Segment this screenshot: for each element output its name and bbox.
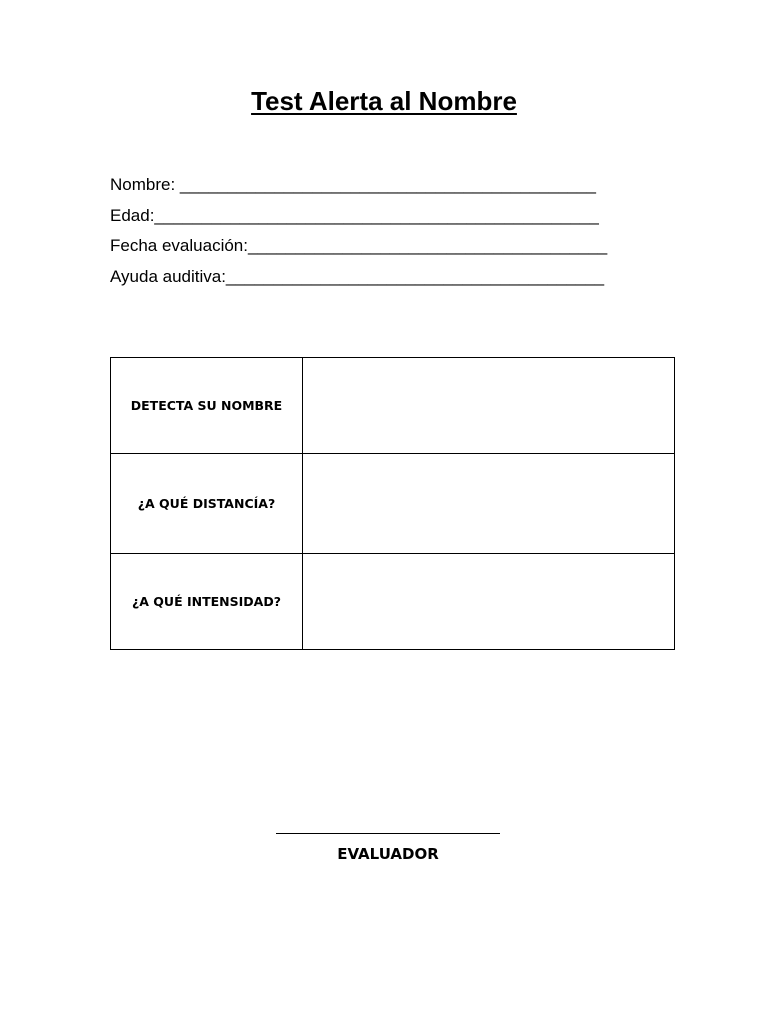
document-title-text: Test Alerta al Nombre <box>251 86 517 116</box>
age-field[interactable]: Edad:_______________________________________________ <box>110 205 599 225</box>
table-row <box>111 554 675 650</box>
signature-line[interactable] <box>276 833 500 834</box>
table-row <box>111 358 675 454</box>
patient-info-fields <box>110 170 670 292</box>
evaluation-date-field[interactable]: Fecha evaluación:______________________________________ <box>110 236 608 255</box>
distance-label: ¿A QUÉ DISTANCÍA? <box>111 454 303 554</box>
detects-name-answer-cell[interactable] <box>303 358 675 454</box>
hearing-aid-field[interactable]: Ayuda auditiva:________________________________________ <box>110 266 605 286</box>
name-field[interactable]: Nombre: ____________________________________________ <box>110 175 596 194</box>
evaluator-label: EVALUADOR <box>337 845 439 863</box>
detects-name-label: DETECTA SU NOMBRE <box>111 358 303 454</box>
distance-answer-cell[interactable] <box>303 454 675 554</box>
document-title <box>0 84 768 118</box>
intensity-answer-cell[interactable] <box>303 554 675 650</box>
intensity-label: ¿A QUÉ INTENSIDAD? <box>111 554 303 650</box>
evaluation-table <box>110 357 675 650</box>
table-row <box>111 454 675 554</box>
